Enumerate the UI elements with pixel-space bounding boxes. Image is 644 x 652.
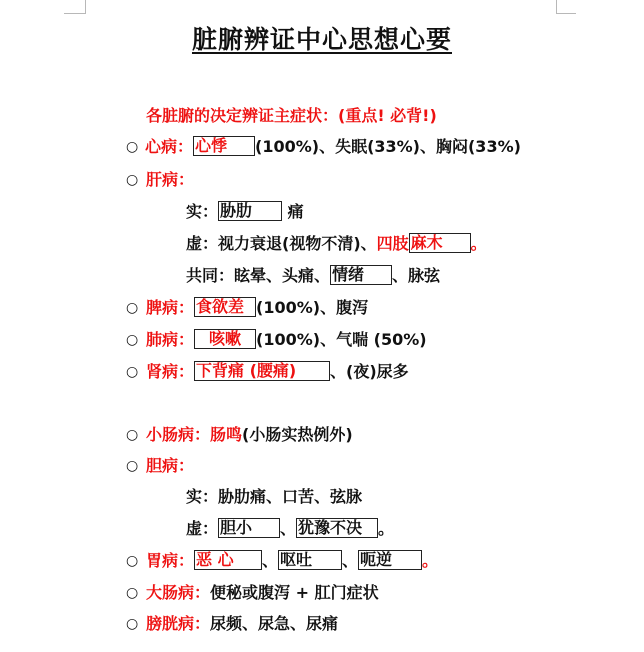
- stomach-sep-1: 、: [262, 551, 279, 570]
- bullet-icon: ○: [126, 332, 139, 348]
- lung-label: 肺病：: [146, 330, 195, 349]
- bullet-icon: ○: [126, 458, 139, 474]
- liver-deficiency-label: 虚：: [186, 234, 219, 253]
- bullet-icon: ○: [126, 139, 139, 155]
- bladder-row: [146, 611, 338, 637]
- gallbladder-sep: 、: [280, 519, 297, 538]
- page-title: 脏腑辨证中心思想心要: [191, 25, 452, 54]
- liver-common-label: 共同：: [186, 266, 235, 285]
- liver-common-text: 眩晕、头痛、: [234, 266, 331, 285]
- gallbladder-label: 胆病：: [146, 456, 195, 475]
- spleen-row: [146, 295, 368, 321]
- bullet-icon: ○: [126, 364, 139, 380]
- liver-label: 肝病：: [146, 170, 195, 189]
- bladder-label: 膀胱病：: [146, 614, 211, 633]
- spleen-label: 脾病：: [146, 298, 195, 317]
- liver-common-blank[interactable]: 情绪: [330, 265, 392, 285]
- small-intestine-rest: (小肠实热例外): [242, 425, 353, 444]
- gallbladder-blank-1[interactable]: 胆小: [218, 518, 280, 538]
- lung-rest: (100%)、气喘 (50%): [256, 330, 427, 349]
- section-subtitle: 各脏腑的决定辨证主症状：(重点! 必背!): [146, 106, 437, 125]
- heart-row: [145, 134, 521, 160]
- bullet-icon: ○: [126, 300, 139, 316]
- stomach-sep-2: 、: [342, 551, 359, 570]
- heart-label: 心病：: [145, 137, 194, 156]
- small-intestine-red: 肠鸣: [210, 425, 243, 444]
- large-intestine-label: 大肠病：: [146, 583, 211, 602]
- stomach-blank-1[interactable]: 恶 心: [194, 550, 262, 570]
- gallbladder-excess-text: 胁肋痛、口苦、弦脉: [218, 487, 363, 506]
- liver-excess-rest: 痛: [282, 202, 304, 221]
- small-intestine-label: 小肠病：: [146, 425, 211, 444]
- corner-mark-left-v: [85, 0, 86, 14]
- gallbladder-deficiency-row: [186, 516, 394, 542]
- bullet-icon: ○: [126, 616, 139, 632]
- stomach-blank-3[interactable]: 呃逆: [358, 550, 422, 570]
- gallbladder-end: 。: [378, 519, 395, 538]
- liver-excess-row: [186, 199, 304, 225]
- corner-mark-right-h: [556, 13, 576, 14]
- large-intestine-row: [146, 580, 379, 606]
- liver-deficiency-row: [186, 231, 487, 257]
- spleen-rest: (100%)、腹泻: [256, 298, 369, 317]
- liver-deficiency-end: 。: [470, 234, 487, 253]
- stomach-row: [146, 548, 438, 574]
- lung-row: [146, 327, 427, 353]
- stomach-blank-2[interactable]: 呕吐: [278, 550, 342, 570]
- bladder-text: 尿频、尿急、尿痛: [210, 614, 339, 633]
- stomach-end: 。: [422, 551, 439, 570]
- liver-excess-blank[interactable]: 胁肋: [218, 201, 282, 221]
- stomach-label: 胃病：: [146, 551, 195, 570]
- gallbladder-excess-row: [186, 484, 362, 510]
- bullet-icon: ○: [126, 172, 139, 188]
- kidney-blank[interactable]: 下背痛 (腰痛): [194, 361, 330, 381]
- liver-common-rest: 、脉弦: [392, 266, 441, 285]
- gallbladder-excess-label: 实：: [186, 487, 219, 506]
- kidney-rest: 、(夜)尿多: [330, 362, 409, 381]
- bullet-icon: ○: [126, 427, 139, 443]
- gallbladder-blank-2[interactable]: 犹豫不决: [296, 518, 378, 538]
- lung-blank[interactable]: 咳嗽: [194, 329, 256, 349]
- small-intestine-row: [146, 422, 353, 448]
- liver-deficiency-red: 四肢: [376, 234, 409, 253]
- gallbladder-deficiency-label: 虚：: [186, 519, 219, 538]
- liver-deficiency-blank[interactable]: 麻木: [409, 233, 471, 253]
- large-intestine-text: 便秘或腹泻 + 肛门症状: [210, 583, 379, 602]
- corner-mark-right-v: [556, 0, 557, 14]
- kidney-row: [146, 359, 409, 385]
- heart-rest: (100%)、失眠(33%)、胸闷(33%): [255, 137, 521, 156]
- liver-common-row: [186, 263, 440, 289]
- corner-mark-left-h: [64, 13, 86, 14]
- bullet-icon: ○: [126, 553, 139, 569]
- bullet-icon: ○: [126, 585, 139, 601]
- heart-blank[interactable]: 心悸: [193, 136, 255, 156]
- kidney-label: 肾病：: [146, 362, 195, 381]
- spleen-blank[interactable]: 食欲差: [194, 297, 256, 317]
- liver-deficiency-text: 视力衰退(视物不清)、: [218, 234, 377, 253]
- liver-excess-label: 实：: [186, 202, 219, 221]
